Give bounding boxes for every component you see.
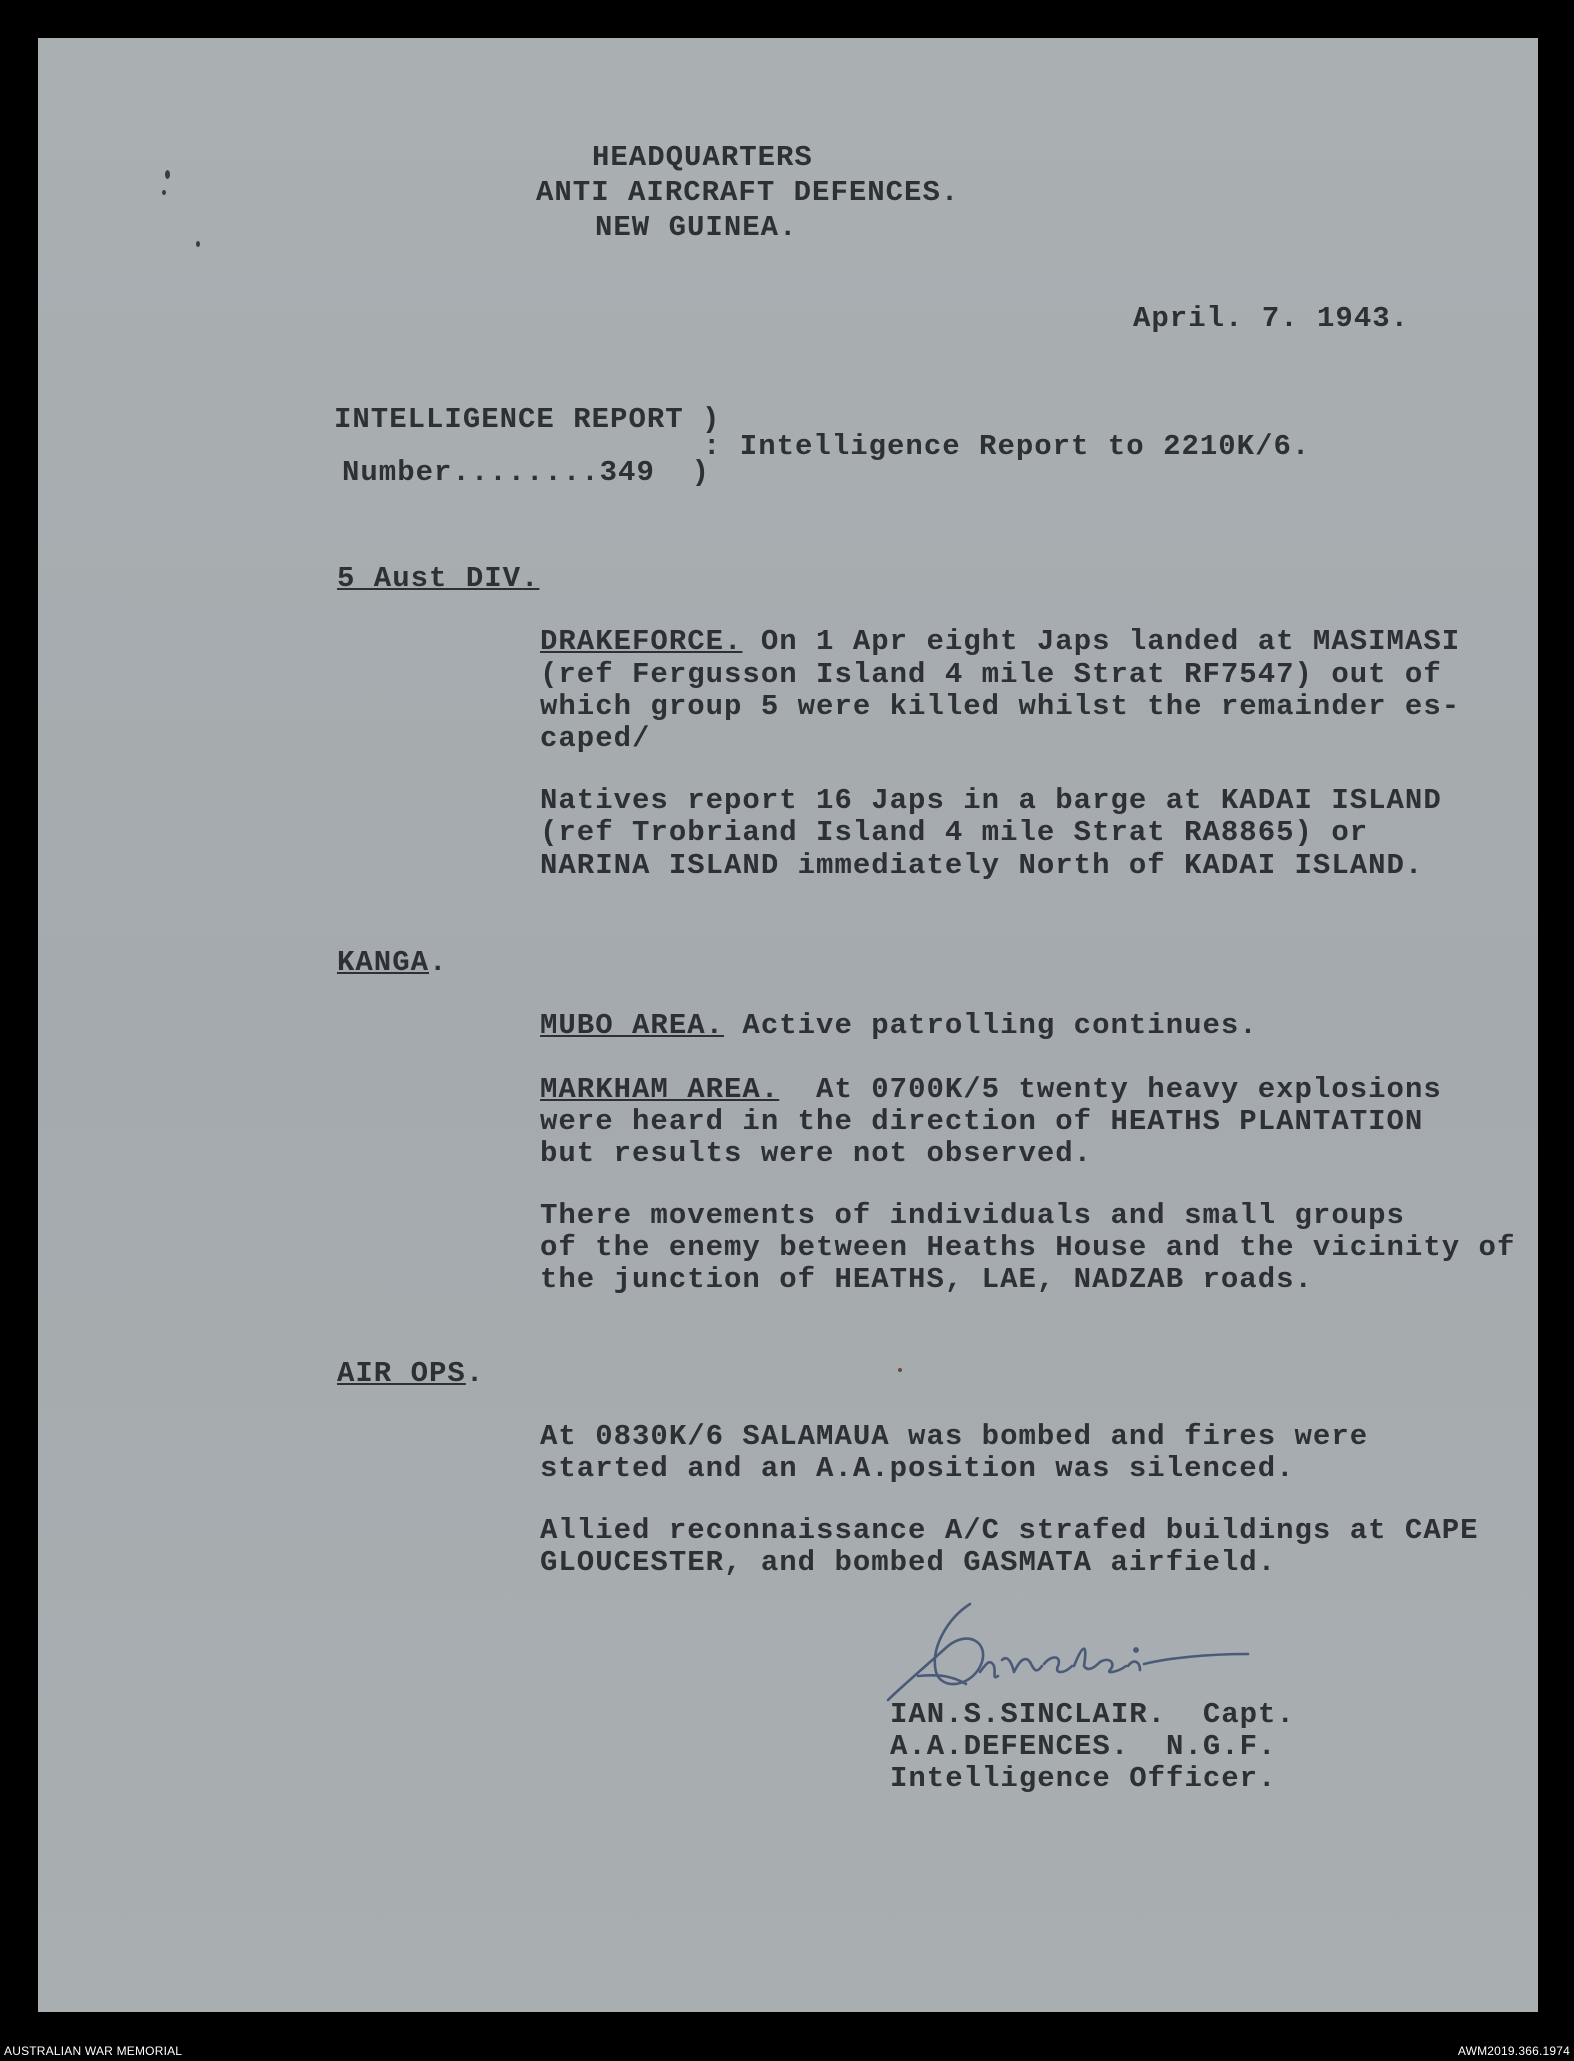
mubo-label: MUBO AREA.: [540, 1009, 725, 1042]
markham-line-3: but results were not observed.: [540, 1137, 1093, 1170]
drakeforce-line-2: (ref Fergusson Island 4 mile Strat RF7547) out of: [540, 658, 1442, 691]
section-heading-air-ops: [337, 1357, 484, 1391]
section-heading-aust-div: 5 Aust DIV.: [337, 562, 540, 595]
punch-mark: [196, 241, 200, 247]
document-page: [38, 38, 1538, 2012]
drakeforce-label: DRAKEFORCE.: [540, 625, 743, 658]
air-ops-heading-dot: .: [465, 1357, 485, 1390]
markham-line-2: were heard in the direction of HEATHS PLANTATION: [540, 1105, 1424, 1138]
header-line-2: ANTI AIRCRAFT DEFENCES.: [536, 176, 960, 209]
movements-line-2: of the enemy between Heaths House and the vicinity of: [540, 1231, 1516, 1264]
drakeforce-line-1-text: On 1 Apr eight Japs landed at MASIMASI: [742, 625, 1461, 658]
signature-name: IAN.S.SINCLAIR. Capt.: [890, 1698, 1295, 1731]
punch-mark: [162, 190, 166, 195]
handwritten-signature: [878, 1568, 1338, 1718]
header-line-1: HEADQUARTERS: [592, 141, 813, 174]
footer-source: AUSTRALIAN WAR MEMORIAL: [4, 2044, 183, 2058]
natives-line-2: (ref Trobriand Island 4 mile Strat RA8865) or: [540, 816, 1369, 849]
movements-line-3: the junction of HEATHS, LAE, NADZAB roads.: [540, 1263, 1313, 1296]
air-ops-line-3: Allied reconnaissance A/C strafed buildings at CAPE: [540, 1514, 1479, 1547]
natives-line-1: Natives report 16 Japs in a barge at KADAI ISLAND: [540, 784, 1442, 817]
drakeforce-line-3: which group 5 were killed whilst the remainder es-: [540, 690, 1461, 723]
drakeforce-line-4: caped/: [540, 722, 651, 755]
markham-label: MARKHAM AREA.: [540, 1073, 780, 1106]
footer-accession: AWM2019.366.1974: [1457, 2044, 1570, 2058]
air-ops-line-4: GLOUCESTER, and bombed GASMATA airfield.: [540, 1546, 1277, 1579]
punch-mark: [165, 170, 170, 179]
signature-role: Intelligence Officer.: [890, 1762, 1277, 1795]
drakeforce-line-1: [540, 625, 1460, 659]
header-line-3: NEW GUINEA.: [595, 211, 798, 244]
movements-line-1: There movements of individuals and small groups: [540, 1199, 1405, 1232]
air-ops-line-2: started and an A.A.position was silenced.: [540, 1452, 1295, 1485]
markham-line-1: [540, 1073, 1442, 1107]
report-date: April. 7. 1943.: [1133, 302, 1410, 335]
signature-unit: A.A.DEFENCES. N.G.F.: [890, 1730, 1277, 1763]
kanga-heading-dot: .: [429, 946, 448, 979]
mubo-line: [540, 1009, 1258, 1043]
air-ops-heading-text: AIR OPS: [337, 1357, 466, 1390]
natives-line-3: NARINA ISLAND immediately North of KADAI ISLAND.: [540, 849, 1424, 882]
section-heading-kanga: [337, 946, 447, 980]
kanga-heading-text: KANGA: [337, 946, 430, 979]
report-number: Number........349 ): [342, 456, 711, 489]
report-subject: : Intelligence Report to 2210K/6.: [703, 430, 1311, 463]
report-title: INTELLIGENCE REPORT ): [334, 403, 721, 436]
punch-mark: [898, 1368, 902, 1372]
air-ops-line-1: At 0830K/6 SALAMAUA was bombed and fires were: [540, 1420, 1369, 1453]
markham-line-1-text: At 0700K/5 twenty heavy explosions: [779, 1073, 1442, 1106]
mubo-text: Active patrolling continues.: [724, 1009, 1258, 1042]
